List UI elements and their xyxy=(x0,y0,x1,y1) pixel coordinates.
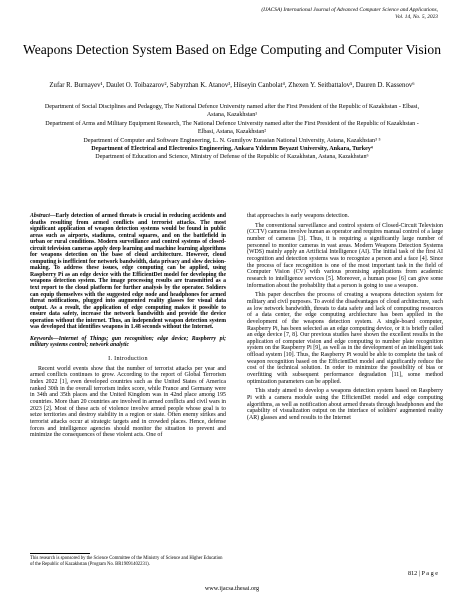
left-column xyxy=(30,213,226,442)
journal-url[interactable]: www.ijacsa.thesai.org xyxy=(204,585,260,592)
affiliation-3: Department of Computer and Software Engineering, L. N. Gumilyov Eurasian National University, Astana, Kazakhstan³ ⁵ xyxy=(83,137,381,144)
affiliation-2: Department of Arms and Military Equipment Research, The National Defence University named after the First President of the Republic of Kazakhstan - Elbasi, Astana, Kazakhstan² xyxy=(45,120,419,136)
footnote-divider xyxy=(30,553,90,554)
abstract xyxy=(30,213,226,331)
intro-paragraph-continued: that approaches is early weapons detection. xyxy=(247,213,350,219)
funding-footnote: This research is sponsored by the Science Committee of the Ministry of Science and Higher Education of the Republic of Kazakhstan (Program No. BR19091402231). xyxy=(30,556,223,567)
journal-name: (IJACSA) International Journal of Advanced Computer Science and Applications, xyxy=(261,7,438,13)
abstract-lead: Abstract— xyxy=(30,213,56,219)
journal-volume: Vol. 14, No. 5, 2023 xyxy=(395,13,438,20)
abstract-text: Early detection of armed threats is crucial in reducing accidents and deaths resulting from armed conflicts and terrorist attacks. The most significant application of weapon detection systems would be found in public areas such as airports, stadiums, central squares, and on the battlefield in urban or rural conditions. Modern surveillance and control systems of closed-circuit television cameras apply deep learning and machine learning algorithms for weapons detection on the base of cloud architecture. However, cloud computing is inefficient for network bandwidth, data privacy and slow decision-making. To address these issues, edge computing can be applied, using Raspberry Pi as an edge device with the EfficientDet model for developing the weapons detection system. The image processing results are transmitted as a text report to the cloud platform for further analysis by the operator. Soldiers can equip themselves with the suggested edge node and headphones for armed threat notifications, plugged into augmented reality glasses for visual data output. As a result, the application of edge computing makes it possible to ensure data safety, increase the network bandwidth and provide the device operation without the internet. Thus, an independent weapon detection system was developed that identifies weapons in 1.48 seconds without the Internet. xyxy=(30,213,226,331)
affiliation-list xyxy=(38,103,426,162)
page-number: 812 | P a g e xyxy=(407,570,438,577)
intro-paragraph-3: This paper describes the process of creating a weapons detection system for military and civil purposes. To avoid the disadvantages of cloud architecture, such as low network bandwidth, threats to data safety and lack of computing resources of a data center, the edge computing architecture has been applied in the development of the weapons detection system. A single-board computer, Raspberry Pi, has been selected as an edge computing device, or it is briefly called an edge device [7, 8]. Our previous studies have shown the excellent results in the application of computer vision and edge computing to number plate recognition system on the Raspberry Pi [9], as well as in the development of an intelligent task offload system [10]. Thus, the Raspberry Pi would be able to complete the task of weapon recognition based on the EfficientDet model and significantly reduce the cost of the technical solution. In order to minimize the possibility of bias or overfitting with subsequent performance degradation [11], some method optimization parameters can be applied. xyxy=(247,292,443,385)
right-column xyxy=(247,213,443,425)
intro-paragraph-2: The conventional surveillance and control system of Closed-Circuit Television (CCTV) cameras involve human as operator and requires manual control of a large number of cameras [3]. Thus, it is requiring a significantly large number of personnel to monitor cameras in vast areas. Modern Weapons Detection Systems (WDS) mainly apply an Artificial Intelligence (AI). The initial task of the first AI recognition and detection systems was to recognize a person and a face [4]. Since the process of face recognition is one of the most important task in the field of Computer Vision (CV) with various promising applications from academic research to intelligence services [5]. Moreover, a human pose [6] can give some information about the probability that a person is going to use a weapon. xyxy=(247,222,443,289)
section-heading-introduction: I. Introduction xyxy=(108,355,148,362)
affiliation-5: Department of Education and Science, Ministry of Defense of the Republic of Kazakhstan, Astana, Kazakhstan⁶ xyxy=(95,154,369,161)
intro-paragraph-1: Recent world events show that the number of terrorist attacks per year and armed conflicts continues to grow. According to the report of Global Terrorism Index 2022 [1], even developed countries such as the United States of America ranked 30th in the overall terrorism index score, while France and Germany were in 34th and 35th places and the United Kingdom was in 42nd place among 195 countries. More than 20 countries are involved in armed conflicts and civil wars in 2023 [2]. Most of these acts of violence involve armed people whose goal is to seize territories and destroy stability in a region or state. Often enemy strikes and terrorist attacks occur at strategic targets and in crowded places. Hence, defense forces and intelligence agencies should monitor the situation to prevent and minimize the consequences of these violent acts. One of xyxy=(30,365,226,439)
affiliation-4: Department of Electrical and Electronics Engineering, Ankara Yıldırım Beyazıt University, Ankara, Turkey⁴ xyxy=(91,146,373,153)
keywords: Keywords—Internet of Things; gun recognition; edge device; Raspberry pi; military systems control; network analytic xyxy=(30,335,226,349)
author-list: Zufar R. Burnayev¹, Daulet O. Toibazarov², Sabyrzhan K. Atanov³, Hüseyin Canbolat⁴, Zhexen Y. Seitbattalov⁵, Dauren D. Kassenov⁶ xyxy=(49,82,415,89)
affiliation-1: Department of Social Disciplines and Pedagogy, The National Defence University named after the First President of the Republic of Kazakhstan - Elbasi, Astana, Kazakhstan¹ xyxy=(44,104,420,119)
paper-title: Weapons Detection System Based on Edge Computing and Computer Vision xyxy=(22,42,442,57)
intro-paragraph-4: This study aimed to develop a weapons detection system based on Raspberry Pi with a camera module using the EfficientDet model and edge computing algorithms, as well as notification about armed threats through headphones and the capability of visualization output on the interface of soldiers' augmented reality (AR) glasses and send results to the Internet xyxy=(247,388,443,422)
journal-header xyxy=(138,7,438,20)
